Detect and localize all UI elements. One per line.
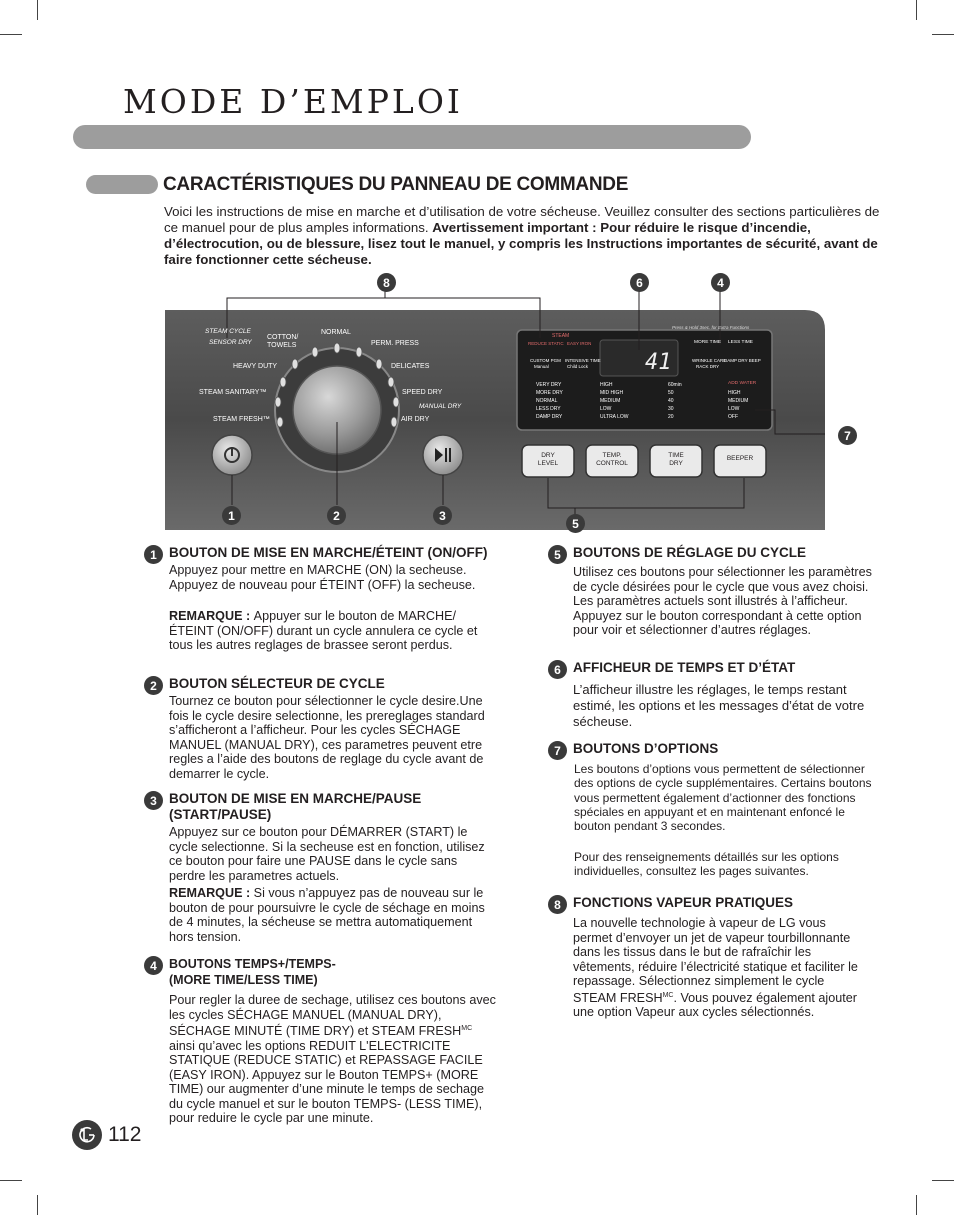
beeper-option: OFF [728, 414, 738, 420]
time-option: 50 [668, 390, 674, 396]
steam-indicator: STEAM [552, 333, 570, 339]
section-7-title: BOUTONS D’OPTIONS [573, 741, 719, 756]
delicates-label: DELICATES [391, 363, 430, 370]
section-8-badge: 8 [548, 895, 567, 914]
section-5 [548, 545, 888, 657]
easy-iron-indicator: EASY IRON [567, 341, 592, 346]
section-8 [548, 895, 888, 1035]
section-8-title: FONCTIONS VAPEUR PRATIQUES [573, 895, 794, 910]
intensive-time-indicator: INTENSIVE TIME [565, 358, 601, 363]
dry-level-option: LESS DRY [536, 406, 561, 412]
add-water-indicator: ADD WATER [728, 381, 757, 386]
section-7-badge: 7 [548, 741, 567, 760]
lg-logo-icon [72, 1120, 102, 1150]
time-option: 40 [668, 398, 674, 404]
section-2-title: BOUTON SÉLECTEUR DE CYCLE [169, 676, 385, 691]
section-1-badge: 1 [144, 545, 163, 564]
wrinkle-care-label: WRINKLE CARE [692, 358, 727, 363]
speed-dry-label: SPEED DRY [402, 389, 443, 396]
section-3-note-text: Si vous n’appuyez pas de nouveau sur le bouton de pour poursuivre le cycle de séchage en moins de 4 minutes, la sécheuse se mettra automatiquement hors tension. [169, 886, 485, 944]
press-hold-note: Press & Hold 3sec. for Extra Functions [672, 325, 750, 330]
custom-pgm-indicator: CUSTOM PGM [530, 358, 561, 363]
callout-3: 3 [433, 506, 452, 525]
section-6 [548, 660, 888, 735]
section-3-note [169, 886, 491, 944]
section-8-body-a: La nouvelle technologie à vapeur de LG vous permet d’envoyer un jet de vapeur tourbillonnante dans les tissus dans le but de rafraîchir les vêtements, réduire l’électricité statique et faciliter le repassage. Sélectionnez simplement le cycle STEAM FRESH [573, 916, 858, 1005]
steam-fresh-label: STEAM FRESH™ [213, 416, 270, 423]
section-5-title: BOUTONS DE RÉGLAGE DU CYCLE [573, 545, 807, 560]
cotton-towels-label: COTTON/ TOWELS [267, 334, 299, 349]
section-1-body: Appuyez pour mettre en MARCHE (ON) la secheuse. Appuyez de nouveau pour ÉTEINT (OFF) la secheuse. [169, 563, 476, 592]
temp-option: ULTRA LOW [600, 414, 629, 420]
section-3-title-2: (START/PAUSE) [169, 807, 272, 822]
section-3-badge: 3 [144, 791, 163, 810]
crop-mark [916, 1195, 917, 1215]
beeper-button[interactable]: BEEPER [726, 455, 754, 462]
less-time-button-label: LESS TIME [728, 340, 753, 345]
more-time-button-label: MORE TIME [694, 340, 722, 345]
section-1-note [169, 609, 499, 653]
perm-press-label: PERM. PRESS [371, 340, 419, 347]
crop-mark [0, 34, 22, 35]
section-2-badge: 2 [144, 676, 163, 695]
callout-6: 6 [630, 273, 649, 292]
lg-logo [72, 1120, 102, 1150]
section-5-badge: 5 [548, 545, 567, 564]
section-4-body-a: Pour regler la duree de sechage, utilisez ces boutons avec les cycles SÉCHAGE MANUEL (MANUAL DRY), SÉCHAGE MINUTÉ (TIME DRY) et STEAM FRESH [169, 993, 496, 1039]
temp-option: LOW [600, 406, 612, 412]
temp-options [600, 381, 629, 421]
time-digits: 41 [645, 350, 672, 375]
section-heading: CARACTÉRISTIQUES DU PANNEAU DE COMMANDE [163, 174, 629, 195]
intro-text: Voici les instructions de mise en marche et d’utilisation de votre sécheuse. Veuillez consulter des sections particulières de ce manuel pour de plus amples informations. [164, 204, 880, 235]
beeper-option: LOW [728, 406, 740, 412]
temp-option: MEDIUM [600, 398, 621, 404]
manual-indicator: Manual [534, 364, 549, 369]
section-5-body: Utilisez ces boutons pour sélectionner les paramètres de cycle désirées pour le cycle que vous avez choisi. Les paramètres actuels sont illustrés à l’afficheur. Appuyez sur le bouton correspondant à cette option pour voir et sélectionner d’autres réglages. [573, 565, 872, 637]
section-4-sup: MC [461, 1025, 473, 1032]
intro-warning: Avertissement important : Pour réduire le risque d’incendie, d’électrocution, ou de blessure, lisez tout le manuel, y compris les Instructions importantes de sécurité, avant de faire fonctionner cette sécheuse. [164, 220, 878, 267]
normal-label: NORMAL [321, 329, 351, 336]
callout-1: 1 [222, 506, 241, 525]
section-8-sup: MC [662, 991, 674, 999]
crop-mark [932, 34, 954, 35]
callout-8: 8 [377, 273, 396, 292]
steam-sanitary-label: STEAM SANITARY™ [199, 389, 267, 396]
page-title: MODE D’EMPLOI [123, 82, 463, 121]
section-7 [548, 741, 893, 881]
section-4-title-2: (MORE TIME/LESS TIME) [169, 973, 318, 987]
section-4-title: BOUTONS TEMPS+/TEMPS- [169, 957, 336, 971]
reduce-static-indicator: REDUCE STATIC [528, 341, 564, 346]
crop-mark [932, 1180, 954, 1181]
dry-level-option: NORMAL [536, 398, 558, 404]
time-options [668, 381, 682, 421]
heavy-duty-label: HEAVY DUTY [233, 363, 278, 370]
section-1 [144, 545, 499, 670]
dry-level-button[interactable]: DRY LEVEL [537, 452, 559, 467]
time-dry-button[interactable]: TIME DRY [668, 452, 684, 467]
section-3-title: BOUTON DE MISE EN MARCHE/PAUSE [169, 791, 422, 806]
section-1-note-label: REMARQUE : [169, 609, 254, 623]
section-7-body: Les boutons d’options vous permettent de sélectionner des options de cycle supplémentaires. Certains boutons vous permettent également d’actionner des fonctions spéciales en appuyant et en maintenant enfoncé le bouton pendant 3 secondes. [574, 762, 872, 834]
air-dry-label: AIR DRY [401, 416, 430, 423]
section-3 [144, 791, 499, 951]
steam-cycle-label: STEAM CYCLE [205, 328, 251, 335]
callout-2: 2 [327, 506, 346, 525]
beeper-option: HIGH [728, 390, 741, 396]
section-1-title: BOUTON DE MISE EN MARCHE/ÉTEINT (ON/OFF) [169, 545, 488, 560]
temp-option: MID HIGH [600, 390, 624, 396]
manual-dry-label: MANUAL DRY [419, 403, 462, 410]
section-6-body: L’afficheur illustre les réglages, le temps restant estimé, les options et les messages d’état de votre sécheuse. [573, 682, 865, 729]
sensor-dry-label: SENSOR DRY [209, 339, 252, 346]
beeper-options [728, 389, 748, 421]
section-4-body-b: ainsi qu’avec les options REDUIT L'ELECTRICITE STATIQUE (REDUCE STATIC) et REPASSAGE FACILE (EASY IRON). Appuyez sur le Bouton TEMPS+ (MORE TIME) our augmenter d’une minute le temps de sechage du cycle manuel et sur le bouton TEMPS- (LESS TIME), pour reduire le cycle par une minute. [169, 1038, 485, 1126]
section-6-badge: 6 [548, 660, 567, 679]
section-8-body [573, 916, 863, 1020]
time-option: 60min [668, 382, 682, 388]
callout-7: 7 [838, 426, 857, 445]
crop-mark [916, 0, 917, 20]
page-number: 112 [108, 1123, 142, 1146]
crop-mark [37, 0, 38, 20]
crop-mark [0, 1180, 22, 1181]
rack-dry-label: RACK DRY [696, 364, 720, 369]
section-2-body: Tournez ce bouton pour sélectionner le cycle desire.Une fois le cycle desire selectionne, les prereglages standard s’afficheront a l’afficheur. Pour les cycles SÉCHAGE MANUEL (MANUAL DRY), ces parametres peuvent etre regles a l’aide des boutons de reglage du cycle avant de demarrer le cycle. [169, 694, 485, 781]
dry-level-option: DAMP DRY [536, 414, 563, 420]
section-8-body-b: . Vous pouvez également ajouter une option Vapeur aux cycles sélectionnés. [573, 990, 857, 1020]
section-2 [144, 676, 499, 786]
beeper-option: MEDIUM [728, 398, 749, 404]
time-option: 20 [668, 414, 674, 420]
callout-5: 5 [566, 514, 585, 533]
section-4 [144, 956, 504, 1146]
temp-control-button[interactable]: TEMP. CONTROL [596, 452, 628, 467]
section-3-note-label: REMARQUE : [169, 886, 254, 900]
intro-paragraph [164, 204, 884, 268]
section-7-body-2: Pour des renseignements détaillés sur les options individuelles, consultez les pages suivantes. [574, 850, 839, 879]
callout-4: 4 [711, 273, 730, 292]
damp-dry-beep-label: DAMP DRY BEEP [724, 358, 761, 363]
section-4-body [169, 993, 499, 1126]
section-1-note-text: Appuyer sur le bouton de MARCHE/ ÉTEINT (ON/OFF) durant un cycle annulera ce cycle et tous les autres reglages de brassee seront perdus. [169, 609, 478, 652]
dry-level-option: VERY DRY [536, 382, 562, 388]
heading-pill-decoration [86, 175, 158, 194]
dry-level-options [536, 381, 563, 421]
section-3-body: Appuyez sur ce bouton pour DÉMARRER (START) le cycle selectionne. Si la secheuse est en fonction, utilisez ce bouton pour faire une PAUSE dans le cycle sans perdre les parametres actuels. [169, 825, 485, 883]
time-option: 30 [668, 406, 674, 412]
section-6-title: AFFICHEUR DE TEMPS ET D’ÉTAT [573, 660, 796, 675]
section-4-badge: 4 [144, 956, 163, 975]
crop-mark [37, 1195, 38, 1215]
dry-level-option: MORE DRY [536, 390, 563, 396]
title-bar-decoration [73, 125, 751, 149]
temp-option: HIGH [600, 382, 613, 388]
child-lock-indicator: Child Lock [567, 364, 589, 369]
